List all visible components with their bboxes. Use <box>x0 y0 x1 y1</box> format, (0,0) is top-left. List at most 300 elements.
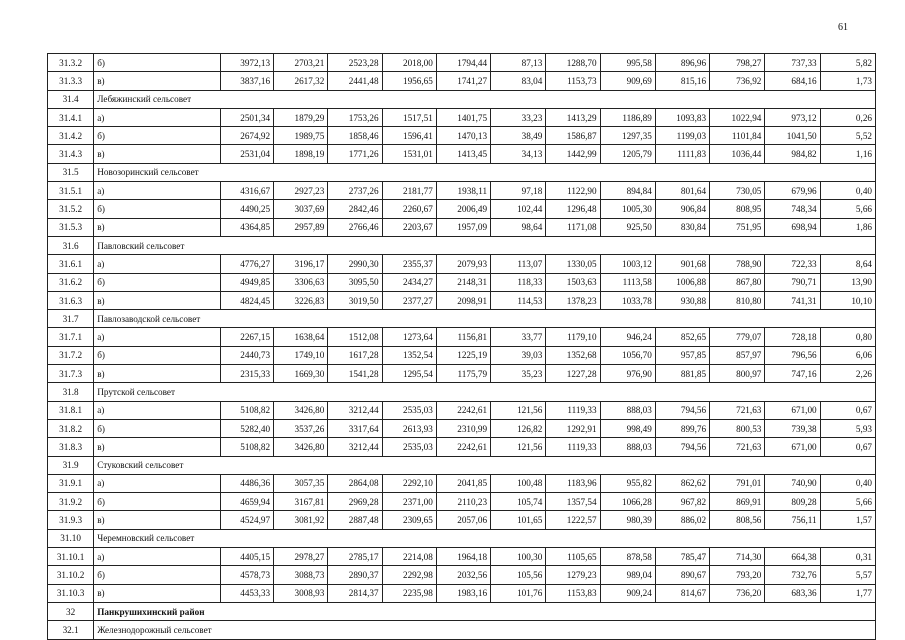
value-cell: 0,40 <box>820 474 875 492</box>
value-cell: 2441,48 <box>328 72 382 90</box>
value-cell: 100,48 <box>491 474 546 492</box>
value-cell: 989,04 <box>600 566 655 584</box>
variant-cell: а) <box>94 108 221 126</box>
value-cell: 3212,44 <box>328 438 382 456</box>
table-row <box>48 291 876 309</box>
table-row <box>48 200 876 218</box>
row-code-cell: 31.10.3 <box>48 584 94 602</box>
value-cell: 5108,82 <box>220 401 273 419</box>
row-code-cell: 31.7.1 <box>48 328 94 346</box>
value-cell: 2969,28 <box>328 493 382 511</box>
row-code-cell: 31.3.2 <box>48 54 94 72</box>
value-cell: 4364,85 <box>220 218 273 236</box>
row-code-cell: 32.1 <box>48 621 94 639</box>
value-cell: 4776,27 <box>220 255 273 273</box>
value-cell: 2440,73 <box>220 346 273 364</box>
row-code-cell: 31.10.2 <box>48 566 94 584</box>
value-cell: 800,53 <box>710 419 765 437</box>
row-code-cell: 31.7.3 <box>48 365 94 383</box>
value-cell: 671,00 <box>765 438 820 456</box>
value-cell: 1199,03 <box>655 127 709 145</box>
value-cell: 867,80 <box>710 273 765 291</box>
table-row <box>48 548 876 566</box>
value-cell: 2006,49 <box>436 200 490 218</box>
value-cell: 4578,73 <box>220 566 273 584</box>
value-cell: 946,24 <box>600 328 655 346</box>
value-cell: 2737,26 <box>328 182 382 200</box>
table-row <box>48 108 876 126</box>
value-cell: 1179,10 <box>546 328 600 346</box>
value-cell: 2315,33 <box>220 365 273 383</box>
value-cell: 3972,13 <box>220 54 273 72</box>
variant-cell: а) <box>94 328 221 346</box>
value-cell: 801,64 <box>655 182 709 200</box>
value-cell: 3317,64 <box>328 419 382 437</box>
value-cell: 2887,48 <box>328 511 382 529</box>
value-cell: 881,85 <box>655 365 709 383</box>
value-cell: 1105,65 <box>546 548 600 566</box>
value-cell: 1,57 <box>820 511 875 529</box>
value-cell: 3037,69 <box>274 200 328 218</box>
value-cell: 1036,44 <box>710 145 765 163</box>
value-cell: 1638,64 <box>274 328 328 346</box>
value-cell: 4659,94 <box>220 493 273 511</box>
value-cell: 800,97 <box>710 365 765 383</box>
value-cell: 810,80 <box>710 291 765 309</box>
value-cell: 1771,26 <box>328 145 382 163</box>
value-cell: 967,82 <box>655 493 709 511</box>
value-cell: 101,76 <box>491 584 546 602</box>
section-header-row <box>48 163 876 181</box>
value-cell: 8,64 <box>820 255 875 273</box>
value-cell: 121,56 <box>491 401 546 419</box>
table-row <box>48 218 876 236</box>
value-cell: 1119,33 <box>546 438 600 456</box>
value-cell: 3537,26 <box>274 419 328 437</box>
value-cell: 102,44 <box>491 200 546 218</box>
value-cell: 976,90 <box>600 365 655 383</box>
value-cell: 664,38 <box>765 548 820 566</box>
value-cell: 3212,44 <box>328 401 382 419</box>
value-cell: 796,56 <box>765 346 820 364</box>
value-cell: 732,76 <box>765 566 820 584</box>
value-cell: 113,07 <box>491 255 546 273</box>
value-cell: 1413,45 <box>436 145 490 163</box>
value-cell: 0,80 <box>820 328 875 346</box>
value-cell: 2041,85 <box>436 474 490 492</box>
value-cell: 1753,26 <box>328 108 382 126</box>
value-cell: 2785,17 <box>328 548 382 566</box>
value-cell: 679,96 <box>765 182 820 200</box>
variant-cell: в) <box>94 291 221 309</box>
value-cell: 2927,23 <box>274 182 328 200</box>
value-cell: 798,27 <box>710 54 765 72</box>
row-code-cell: 31.10.1 <box>48 548 94 566</box>
value-cell: 862,62 <box>655 474 709 492</box>
value-cell: 105,74 <box>491 493 546 511</box>
value-cell: 909,24 <box>600 584 655 602</box>
value-cell: 4316,67 <box>220 182 273 200</box>
value-cell: 736,92 <box>710 72 765 90</box>
value-cell: 5,82 <box>820 54 875 72</box>
value-cell: 1617,28 <box>328 346 382 364</box>
value-cell: 2079,93 <box>436 255 490 273</box>
value-cell: 1669,30 <box>274 365 328 383</box>
value-cell: 5,93 <box>820 419 875 437</box>
value-cell: 1470,13 <box>436 127 490 145</box>
value-cell: 1898,19 <box>274 145 328 163</box>
table-row <box>48 255 876 273</box>
table-row <box>48 511 876 529</box>
value-cell: 747,16 <box>765 365 820 383</box>
value-cell: 756,11 <box>765 511 820 529</box>
value-cell: 785,47 <box>655 548 709 566</box>
value-cell: 3057,35 <box>274 474 328 492</box>
district-title: Панкрушихинский район <box>94 602 876 620</box>
value-cell: 2260,67 <box>382 200 436 218</box>
row-code-cell: 31.9.3 <box>48 511 94 529</box>
value-cell: 2842,46 <box>328 200 382 218</box>
table-row <box>48 566 876 584</box>
value-cell: 779,07 <box>710 328 765 346</box>
value-cell: 793,20 <box>710 566 765 584</box>
value-cell: 2242,61 <box>436 401 490 419</box>
value-cell: 4490,25 <box>220 200 273 218</box>
value-cell: 2531,04 <box>220 145 273 163</box>
value-cell: 4486,36 <box>220 474 273 492</box>
value-cell: 1,16 <box>820 145 875 163</box>
row-code-cell: 31.10 <box>48 529 94 547</box>
value-cell: 2371,00 <box>382 493 436 511</box>
value-cell: 1003,12 <box>600 255 655 273</box>
value-cell: 2110,23 <box>436 493 490 511</box>
value-cell: 5,52 <box>820 127 875 145</box>
variant-cell: в) <box>94 218 221 236</box>
value-cell: 1175,79 <box>436 365 490 383</box>
value-cell: 830,84 <box>655 218 709 236</box>
value-cell: 100,30 <box>491 548 546 566</box>
value-cell: 2292,98 <box>382 566 436 584</box>
value-cell: 901,68 <box>655 255 709 273</box>
value-cell: 815,16 <box>655 72 709 90</box>
row-code-cell: 31.5.1 <box>48 182 94 200</box>
value-cell: 3196,17 <box>274 255 328 273</box>
section-title: Прутской сельсовет <box>94 383 876 401</box>
value-cell: 114,53 <box>491 291 546 309</box>
value-cell: 721,63 <box>710 438 765 456</box>
value-cell: 1378,23 <box>546 291 600 309</box>
section-header-row <box>48 236 876 254</box>
value-cell: 698,94 <box>765 218 820 236</box>
value-cell: 2214,08 <box>382 548 436 566</box>
variant-cell: в) <box>94 438 221 456</box>
value-cell: 121,56 <box>491 438 546 456</box>
value-cell: 1033,78 <box>600 291 655 309</box>
value-cell: 2535,03 <box>382 401 436 419</box>
value-cell: 1512,08 <box>328 328 382 346</box>
value-cell: 728,18 <box>765 328 820 346</box>
value-cell: 1794,44 <box>436 54 490 72</box>
value-cell: 1503,63 <box>546 273 600 291</box>
row-code-cell: 31.9.1 <box>48 474 94 492</box>
section-header-row <box>48 310 876 328</box>
value-cell: 1983,16 <box>436 584 490 602</box>
variant-cell: а) <box>94 474 221 492</box>
value-cell: 721,63 <box>710 401 765 419</box>
value-cell: 2864,08 <box>328 474 382 492</box>
value-cell: 1122,90 <box>546 182 600 200</box>
value-cell: 722,33 <box>765 255 820 273</box>
variant-cell: б) <box>94 273 221 291</box>
value-cell: 2309,65 <box>382 511 436 529</box>
value-cell: 1,86 <box>820 218 875 236</box>
value-cell: 808,95 <box>710 200 765 218</box>
value-cell: 126,82 <box>491 419 546 437</box>
value-cell: 1171,08 <box>546 218 600 236</box>
value-cell: 5,66 <box>820 493 875 511</box>
value-cell: 1741,27 <box>436 72 490 90</box>
table-row <box>48 401 876 419</box>
value-cell: 808,56 <box>710 511 765 529</box>
value-cell: 736,20 <box>710 584 765 602</box>
value-cell: 2535,03 <box>382 438 436 456</box>
variant-cell: б) <box>94 127 221 145</box>
value-cell: 1957,09 <box>436 218 490 236</box>
value-cell: 4949,85 <box>220 273 273 291</box>
variant-cell: б) <box>94 200 221 218</box>
value-cell: 2057,06 <box>436 511 490 529</box>
table-row <box>48 182 876 200</box>
value-cell: 4824,45 <box>220 291 273 309</box>
table-row <box>48 584 876 602</box>
value-cell: 0,26 <box>820 108 875 126</box>
value-cell: 3426,80 <box>274 438 328 456</box>
value-cell: 1989,75 <box>274 127 328 145</box>
value-cell: 909,69 <box>600 72 655 90</box>
value-cell: 1093,83 <box>655 108 709 126</box>
value-cell: 1296,48 <box>546 200 600 218</box>
value-cell: 98,64 <box>491 218 546 236</box>
value-cell: 35,23 <box>491 365 546 383</box>
value-cell: 10,10 <box>820 291 875 309</box>
value-cell: 1596,41 <box>382 127 436 145</box>
value-cell: 2018,00 <box>382 54 436 72</box>
value-cell: 1227,28 <box>546 365 600 383</box>
value-cell: 1119,33 <box>546 401 600 419</box>
table-row <box>48 273 876 291</box>
value-cell: 1,73 <box>820 72 875 90</box>
value-cell: 3008,93 <box>274 584 328 602</box>
value-cell: 2613,93 <box>382 419 436 437</box>
value-cell: 1938,11 <box>436 182 490 200</box>
value-cell: 1517,51 <box>382 108 436 126</box>
value-cell: 4405,15 <box>220 548 273 566</box>
row-code-cell: 32 <box>48 602 94 620</box>
section-header-row <box>48 383 876 401</box>
table-row <box>48 438 876 456</box>
variant-cell: а) <box>94 255 221 273</box>
value-cell: 1006,88 <box>655 273 709 291</box>
section-header-row <box>48 456 876 474</box>
value-cell: 2703,21 <box>274 54 328 72</box>
value-cell: 896,96 <box>655 54 709 72</box>
value-cell: 1297,35 <box>600 127 655 145</box>
row-code-cell: 31.5.3 <box>48 218 94 236</box>
table-row <box>48 127 876 145</box>
value-cell: 973,12 <box>765 108 820 126</box>
row-code-cell: 31.4 <box>48 90 94 108</box>
value-cell: 980,39 <box>600 511 655 529</box>
value-cell: 809,28 <box>765 493 820 511</box>
value-cell: 739,38 <box>765 419 820 437</box>
section-title: Черемновский сельсовет <box>94 529 876 547</box>
value-cell: 737,33 <box>765 54 820 72</box>
value-cell: 730,05 <box>710 182 765 200</box>
row-code-cell: 31.4.1 <box>48 108 94 126</box>
value-cell: 2203,67 <box>382 218 436 236</box>
value-cell: 3426,80 <box>274 401 328 419</box>
value-cell: 1186,89 <box>600 108 655 126</box>
value-cell: 0,67 <box>820 401 875 419</box>
value-cell: 1531,01 <box>382 145 436 163</box>
value-cell: 1183,96 <box>546 474 600 492</box>
value-cell: 741,31 <box>765 291 820 309</box>
value-cell: 1879,29 <box>274 108 328 126</box>
row-code-cell: 31.8 <box>48 383 94 401</box>
row-code-cell: 31.6.2 <box>48 273 94 291</box>
section-header-row <box>48 621 876 639</box>
value-cell: 925,50 <box>600 218 655 236</box>
value-cell: 3019,50 <box>328 291 382 309</box>
row-code-cell: 31.6.1 <box>48 255 94 273</box>
value-cell: 2523,28 <box>328 54 382 72</box>
table-row <box>48 419 876 437</box>
table-row <box>48 54 876 72</box>
value-cell: 995,58 <box>600 54 655 72</box>
value-cell: 2674,92 <box>220 127 273 145</box>
variant-cell: в) <box>94 72 221 90</box>
value-cell: 83,04 <box>491 72 546 90</box>
value-cell: 890,67 <box>655 566 709 584</box>
value-cell: 1295,54 <box>382 365 436 383</box>
value-cell: 2267,15 <box>220 328 273 346</box>
value-cell: 930,88 <box>655 291 709 309</box>
value-cell: 788,90 <box>710 255 765 273</box>
variant-cell: а) <box>94 401 221 419</box>
value-cell: 886,02 <box>655 511 709 529</box>
table-row <box>48 72 876 90</box>
value-cell: 1964,18 <box>436 548 490 566</box>
value-cell: 1222,57 <box>546 511 600 529</box>
value-cell: 671,00 <box>765 401 820 419</box>
row-code-cell: 31.8.3 <box>48 438 94 456</box>
value-cell: 1586,87 <box>546 127 600 145</box>
value-cell: 33,77 <box>491 328 546 346</box>
value-cell: 1288,70 <box>546 54 600 72</box>
value-cell: 2377,27 <box>382 291 436 309</box>
value-cell: 1022,94 <box>710 108 765 126</box>
value-cell: 1056,70 <box>600 346 655 364</box>
value-cell: 105,56 <box>491 566 546 584</box>
value-cell: 1330,05 <box>546 255 600 273</box>
value-cell: 2032,56 <box>436 566 490 584</box>
page-number: 61 <box>838 22 848 33</box>
value-cell: 2978,27 <box>274 548 328 566</box>
table-row <box>48 365 876 383</box>
value-cell: 791,01 <box>710 474 765 492</box>
value-cell: 790,71 <box>765 273 820 291</box>
value-cell: 1401,75 <box>436 108 490 126</box>
row-code-cell: 31.8.1 <box>48 401 94 419</box>
value-cell: 13,90 <box>820 273 875 291</box>
value-cell: 1111,83 <box>655 145 709 163</box>
table-row <box>48 346 876 364</box>
value-cell: 899,76 <box>655 419 709 437</box>
value-cell: 87,13 <box>491 54 546 72</box>
value-cell: 2501,34 <box>220 108 273 126</box>
variant-cell: б) <box>94 493 221 511</box>
value-cell: 794,56 <box>655 438 709 456</box>
value-cell: 1153,73 <box>546 72 600 90</box>
value-cell: 906,84 <box>655 200 709 218</box>
value-cell: 1113,58 <box>600 273 655 291</box>
value-cell: 3306,63 <box>274 273 328 291</box>
value-cell: 1858,46 <box>328 127 382 145</box>
value-cell: 3837,16 <box>220 72 273 90</box>
section-title: Лебяжинский сельсовет <box>94 90 876 108</box>
table-row <box>48 328 876 346</box>
section-header-row <box>48 90 876 108</box>
value-cell: 2355,37 <box>382 255 436 273</box>
value-cell: 3226,83 <box>274 291 328 309</box>
value-cell: 33,23 <box>491 108 546 126</box>
value-cell: 5282,40 <box>220 419 273 437</box>
variant-cell: а) <box>94 548 221 566</box>
value-cell: 1956,65 <box>382 72 436 90</box>
value-cell: 888,03 <box>600 401 655 419</box>
value-cell: 1541,28 <box>328 365 382 383</box>
row-code-cell: 31.3.3 <box>48 72 94 90</box>
value-cell: 2292,10 <box>382 474 436 492</box>
section-title: Павлозаводской сельсовет <box>94 310 876 328</box>
value-cell: 1101,84 <box>710 127 765 145</box>
value-cell: 2434,27 <box>382 273 436 291</box>
value-cell: 888,03 <box>600 438 655 456</box>
row-code-cell: 31.9 <box>48 456 94 474</box>
value-cell: 1352,68 <box>546 346 600 364</box>
value-cell: 1442,99 <box>546 145 600 163</box>
row-code-cell: 31.6.3 <box>48 291 94 309</box>
value-cell: 2990,30 <box>328 255 382 273</box>
table-row <box>48 474 876 492</box>
row-code-cell: 31.8.2 <box>48 419 94 437</box>
variant-cell: в) <box>94 365 221 383</box>
value-cell: 748,34 <box>765 200 820 218</box>
variant-cell: в) <box>94 511 221 529</box>
row-code-cell: 31.7 <box>48 310 94 328</box>
row-code-cell: 31.7.2 <box>48 346 94 364</box>
table-body <box>48 54 876 640</box>
value-cell: 39,03 <box>491 346 546 364</box>
value-cell: 34,13 <box>491 145 546 163</box>
value-cell: 1066,28 <box>600 493 655 511</box>
value-cell: 1225,19 <box>436 346 490 364</box>
variant-cell: б) <box>94 419 221 437</box>
value-cell: 3088,73 <box>274 566 328 584</box>
district-header-row <box>48 602 876 620</box>
value-cell: 97,18 <box>491 182 546 200</box>
value-cell: 3095,50 <box>328 273 382 291</box>
